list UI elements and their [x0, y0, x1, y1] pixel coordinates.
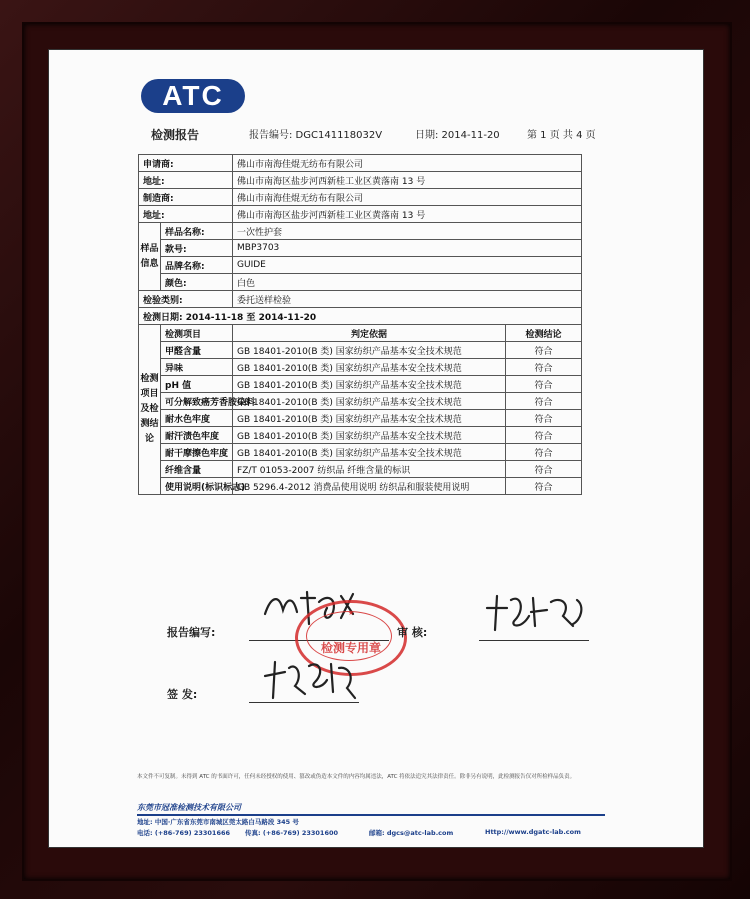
result-row — [139, 342, 582, 359]
result-conclusion: 符合 — [506, 444, 582, 461]
applicant-address-label: 地址: — [139, 172, 233, 189]
footer-address: 地址: 中国·广东省东莞市南城区莞太路白马路段 345 号 — [137, 818, 299, 826]
sample-row-label: 品牌名称: — [161, 257, 233, 274]
manufacturer-address-row — [139, 206, 582, 223]
page-indicator: 第 1 页 共 4 页 — [527, 130, 596, 141]
result-item: 使用说明(标识标志) — [161, 478, 233, 495]
result-item: 耐干摩擦色牢度 — [161, 444, 233, 461]
test-date-row — [139, 308, 582, 325]
manufacturer-label: 制造商: — [139, 189, 233, 206]
result-item: 耐水色牢度 — [161, 410, 233, 427]
report-title: 检测报告 — [151, 128, 200, 142]
applicant-row — [139, 155, 582, 172]
report-number: 报告编号: DGC141118032V — [249, 130, 383, 141]
result-item: 异味 — [161, 359, 233, 376]
manufacturer-address-label: 地址: — [139, 206, 233, 223]
applicant-address-row — [139, 172, 582, 189]
result-row — [139, 444, 582, 461]
result-basis: GB 18401-2010(B 类) 国家纺织产品基本安全技术规范 — [233, 410, 506, 427]
sample-info-group-label: 样品信息 — [139, 223, 161, 291]
footer-fax: 传真: (+86-769) 23301600 — [245, 829, 339, 837]
report-date: 日期: 2014-11-20 — [415, 130, 500, 141]
applicant-value: 佛山市南海佳焜无纺布有限公司 — [233, 155, 582, 172]
prepared-by-label: 报告编写: — [167, 626, 216, 639]
result-conclusion: 符合 — [506, 393, 582, 410]
sample-row — [139, 240, 582, 257]
manufacturer-row — [139, 189, 582, 206]
result-row — [139, 427, 582, 444]
sample-row-label: 样品名称: — [161, 223, 233, 240]
test-type-row — [139, 291, 582, 308]
sample-row — [139, 274, 582, 291]
result-row — [139, 478, 582, 495]
result-row — [139, 393, 582, 410]
result-conclusion: 符合 — [506, 478, 582, 495]
footer-disclaimer: 本文件不可复制。未得到 ATC 的书面许可，任何未经授权的使用、篡改或伪造本文件的内容均属违法，ATC 将依法追究其法律责任。除非另有说明，此检测报告仅对所检样品负责。 — [137, 774, 576, 780]
result-basis: FZ/T 01053-2007 纺织品 纤维含量的标识 — [233, 461, 506, 478]
result-basis: GB 18401-2010(B 类) 国家纺织产品基本安全技术规范 — [233, 444, 506, 461]
result-item: 甲醛含量 — [161, 342, 233, 359]
inspection-stamp: ★ 检测专用章 — [295, 600, 407, 676]
sample-row-value: 白色 — [233, 274, 582, 291]
results-group-label: 检测项目及检测结论 — [139, 325, 161, 495]
test-type-label: 检验类别: — [139, 291, 233, 308]
result-item: pH 值 — [161, 376, 233, 393]
manufacturer-address-value: 佛山市南海区盐步河西新桂工业区黄落南 13 号 — [233, 206, 582, 223]
sample-row-value: GUIDE — [233, 257, 582, 274]
result-basis: GB 18401-2010(B 类) 国家纺织产品基本安全技术规范 — [233, 359, 506, 376]
footer-divider — [137, 814, 605, 816]
footer-website[interactable]: Http://www.dgatc-lab.com — [485, 828, 581, 836]
sample-row-label: 颜色: — [161, 274, 233, 291]
footer-phone: 电话: (+86-769) 23301666 — [137, 829, 231, 837]
report-table — [138, 154, 582, 495]
manufacturer-value: 佛山市南海佳焜无纺布有限公司 — [233, 189, 582, 206]
result-item: 可分解致癌芳香胺染料 — [161, 393, 233, 410]
result-conclusion: 符合 — [506, 410, 582, 427]
stamp-text: 检测专用章 — [320, 641, 381, 655]
footer-company-name: 东莞市冠准检测技术有限公司 — [137, 803, 241, 812]
result-row — [139, 461, 582, 478]
sample-row — [139, 223, 582, 240]
result-basis: GB 18401-2010(B 类) 国家纺织产品基本安全技术规范 — [233, 376, 506, 393]
result-conclusion: 符合 — [506, 376, 582, 393]
report-document — [48, 49, 704, 848]
footer-email[interactable]: 邮箱: dgcs@atc-lab.com — [369, 829, 454, 837]
atc-logo: ATC — [141, 79, 245, 113]
result-basis: GB 18401-2010(B 类) 国家纺织产品基本安全技术规范 — [233, 427, 506, 444]
sample-row-value: 一次性护套 — [233, 223, 582, 240]
result-conclusion: 符合 — [506, 461, 582, 478]
result-conclusion: 符合 — [506, 359, 582, 376]
result-row — [139, 410, 582, 427]
issued-by-signature — [261, 654, 361, 706]
sample-row-label: 款号: — [161, 240, 233, 257]
col-header-basis: 判定依据 — [233, 325, 506, 342]
reviewed-by-label: 审 核: — [397, 626, 428, 639]
reviewed-by-signature — [481, 590, 591, 638]
col-header-conclusion: 检测结论 — [506, 325, 582, 342]
result-item: 纤维含量 — [161, 461, 233, 478]
col-header-item: 检测项目 — [161, 325, 233, 342]
result-row — [139, 359, 582, 376]
test-date: 检测日期: 2014-11-18 至 2014-11-20 — [139, 308, 582, 325]
result-conclusion: 符合 — [506, 342, 582, 359]
result-basis: GB 18401-2010(B 类) 国家纺织产品基本安全技术规范 — [233, 342, 506, 359]
result-basis: GB 5296.4-2012 消费品使用说明 纺织品和服装使用说明 — [233, 478, 506, 495]
sample-row — [139, 257, 582, 274]
results-header-row — [139, 325, 582, 342]
sample-row-value: MBP3703 — [233, 240, 582, 257]
result-basis: GB 18401-2010(B 类) 国家纺织产品基本安全技术规范 — [233, 393, 506, 410]
result-item: 耐汗渍色牢度 — [161, 427, 233, 444]
applicant-label: 申请商: — [139, 155, 233, 172]
result-conclusion: 符合 — [506, 427, 582, 444]
result-row — [139, 376, 582, 393]
test-type-value: 委托送样检验 — [233, 291, 582, 308]
applicant-address-value: 佛山市南海区盐步河西新桂工业区黄落南 13 号 — [233, 172, 582, 189]
issued-by-label: 签 发: — [167, 688, 198, 701]
reviewed-by-line — [479, 640, 589, 641]
